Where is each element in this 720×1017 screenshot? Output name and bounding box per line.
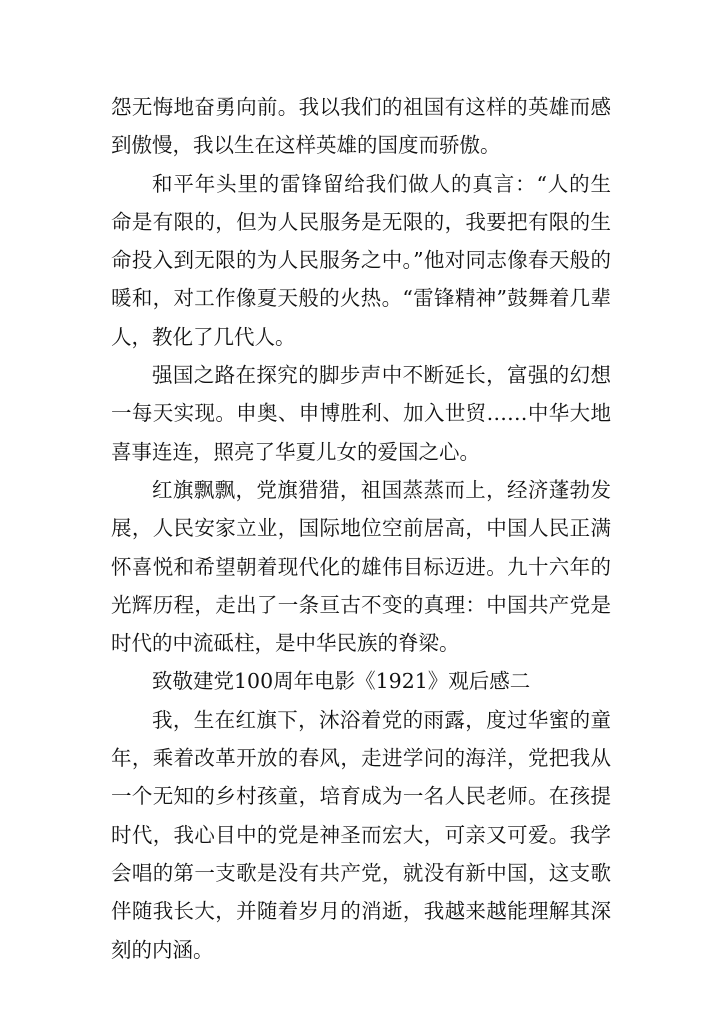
section-heading: 致敬建党100周年电影《1921》观后感二 bbox=[152, 669, 531, 694]
paragraph-strong-nation: 强国之路在探究的脚步声中不断延长，富强的幻想一每天实现。申奥、申博胜利、加入世贸……中华大地喜事连连，照亮了华夏儿女的爱国之心。 bbox=[111, 363, 611, 464]
document-page bbox=[111, 88, 611, 969]
paragraph-lei-feng: 和平年头里的雷锋留给我们做人的真言：“人的生命是有限的，但为人民服务是无限的，我要把有限的生命投入到无限的为人民服务之中。”他对同志像春天般的暖和，对工作像夏天般的火热。“雷锋精神”鼓舞着几辈人，教化了几代人。 bbox=[111, 171, 611, 349]
paragraph-red-flags: 红旗飘飘，党旗猎猎，祖国蒸蒸而上，经济蓬勃发展，人民安家立业，国际地位空前居高，中国人民正满怀喜悦和希望朝着现代化的雄伟目标迈进。九十六年的光辉历程，走出了一条亘古不变的真理：中国共产党是时代的中流砥柱，是中华民族的脊梁。 bbox=[111, 477, 611, 656]
paragraph-continuation: 怨无悔地奋勇向前。我以我们的祖国有这样的英雄而感到傲慢，我以生在这样英雄的国度而骄傲。 bbox=[111, 95, 611, 158]
paragraph-under-red-flag: 我，生在红旗下，沐浴着党的雨露，度过华蜜的童年，乘着改革开放的春风，走进学问的海洋，党把我从一个无知的乡村孩童，培育成为一名人民老师。在孩提时代，我心目中的党是神圣而宏大，可亲又可爱。我学会唱的第一支歌是没有共产党，就没有新中国，这支歌伴随我长大，并随着岁月的消逝，我越来越能理解其深刻的内涵。 bbox=[111, 707, 611, 962]
